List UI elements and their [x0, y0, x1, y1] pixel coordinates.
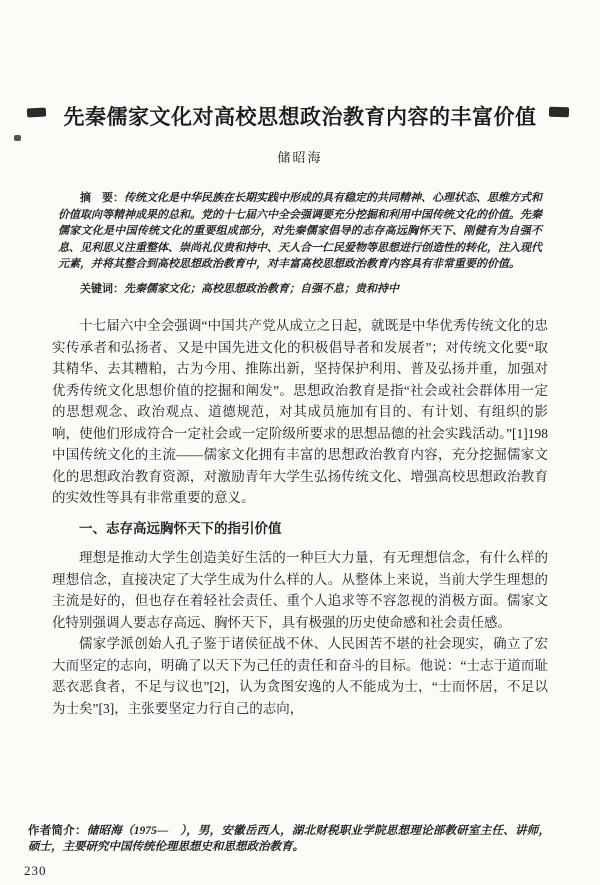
- keywords-block: [58, 281, 542, 298]
- paper-title: 先秦儒家文化对高校思想政治教育内容的丰富价值: [63, 105, 537, 129]
- author-name: 储昭海: [277, 150, 323, 165]
- scan-artifact-left-edge: [14, 135, 21, 141]
- abstract-block: [58, 190, 542, 273]
- page-number: 230: [24, 863, 47, 878]
- author-bio: [28, 823, 550, 855]
- body-paragraph-3: 儒家学派创始人孔子鉴于诸侯征战不休、人民困苦不堪的社会现实，确立了宏大而坚定的志向，明确了以天下为己任的责任和奋斗的目标。他说：“士志于道而耻恶衣恶食者，不足与议也”[2]，认为贪图安逸的人不能成为士，“士而怀居，不足以为士矣”[3]，主张要坚定力行自己的志向，: [52, 636, 548, 716]
- body-text: [52, 315, 548, 719]
- keywords-label: 关键词：: [80, 282, 124, 295]
- keywords-text: 先秦儒家文化；高校思想政治教育；自强不息；贵和持中: [124, 282, 399, 295]
- scan-artifact-top-right: [549, 107, 569, 118]
- author-bio-text: 储昭海（1975— ），男，安徽岳西人，湖北财税职业学院思想理论部教研室主任、讲师，硕士，主要研究中国传统伦理思想史和思想政治教育。: [28, 825, 551, 853]
- abstract-text: 传统文化是中华民族在长期实践中形成的具有稳定的共同精神、心理状态、思维方式和价值取向等精神成果的总和。党的十七届六中全会强调要充分挖掘和利用中国传统文化的价值。先秦儒家文化是中国传统文化的重要组成部分，对先秦儒家倡导的志存高远胸怀天下、刚健有为自强不息、见利思义注重整体、崇尚礼仪贵和持中、天人合一仁民爱物等思想进行创造性的转化，注入现代元素，并将其整合到高校思想政治教育中，对丰富高校思想政治教育内容具有非常重要的价值。: [58, 192, 542, 270]
- author-bio-label: 作者简介：: [28, 825, 87, 837]
- paper-page: [0, 104, 600, 885]
- abstract-label: 摘 要：: [80, 192, 124, 204]
- body-paragraph-1: 十七届六中全会强调“中国共产党从成立之日起，就既是中华优秀传统文化的忠实传承者和弘扬者、又是中国先进文化的积极倡导者和发展者”；对传统文化要“取其精华、去其糟粕，古为今用、推陈出新，坚持保护利用、普及弘扬并重，加强对优秀传统文化思想价值的挖掘和阐发”。思想政治教育是指“社会或社会群体用一定的思想观念、政治观点、道德规范，对其成员施加有目的、有计划、有组织的影响，使他们形成符合一定社会或一定阶级所要求的思想品德的社会实践活动。”[1]198中国传统文化的主流——儒家文化拥有丰富的思想政治教育内容，充分挖掘儒家文化的思想政治教育资源，对激励青年大学生弘扬传统文化、增强高校思想政治教育的实效性等具有非常重要的意义。: [52, 318, 548, 505]
- scan-artifact-top-left: [27, 108, 46, 118]
- section-heading-1: 一、志存高远胸怀天下的指引价值: [79, 520, 282, 536]
- body-paragraph-2: 理想是推动大学生创造美好生活的一种巨大力量，有无理想信念，有什么样的理想信念，直接决定了大学生成为什么样的人。从整体上来说，当前大学生理想的主流是好的，但也存在着轻社会责任、重个人追求等不容忽视的消极方面。儒家文化特别强调人要志存高远、胸怀天下，具有极强的历史使命感和社会责任感。: [52, 550, 548, 630]
